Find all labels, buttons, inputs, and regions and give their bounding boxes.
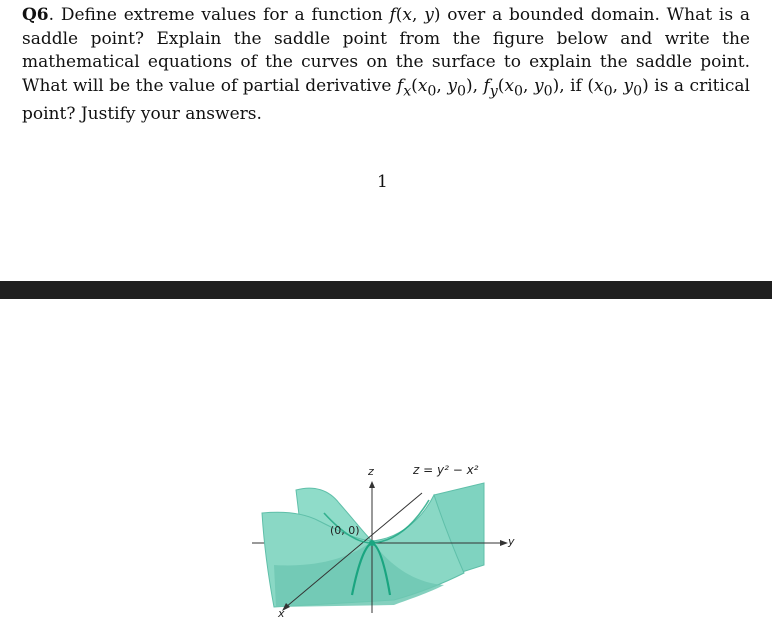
saddle-surface-svg [244, 455, 534, 630]
origin-label: (0, 0) [330, 524, 360, 537]
z-axis-label: z [368, 465, 374, 478]
question-number: Q6 [22, 5, 49, 25]
y-axis-label: y [508, 535, 515, 548]
page-separator [0, 281, 772, 299]
saddle-surface-figure [244, 455, 534, 630]
question-text: Q6. Define extreme values for a function f(x, y) over a bounded domain. What is a saddle point? Explain the saddle point from the figure below and write the mathematical equations of the curves on the surface to explain the saddle point. What will be the value of partial derivative $f_x(x_0$, $y_0$), $f_y(x_0$, $y_0$), if ($x_0$, $y_0$) is a critical point? Justify your answers. [22, 5, 750, 125]
page-number: 1 [377, 172, 388, 192]
origin-point [369, 540, 375, 546]
equation-label: z = y² − x² [413, 463, 479, 477]
z-axis-arrow [369, 481, 375, 488]
y-axis-arrow [500, 540, 508, 546]
x-axis-label: x [278, 607, 285, 620]
